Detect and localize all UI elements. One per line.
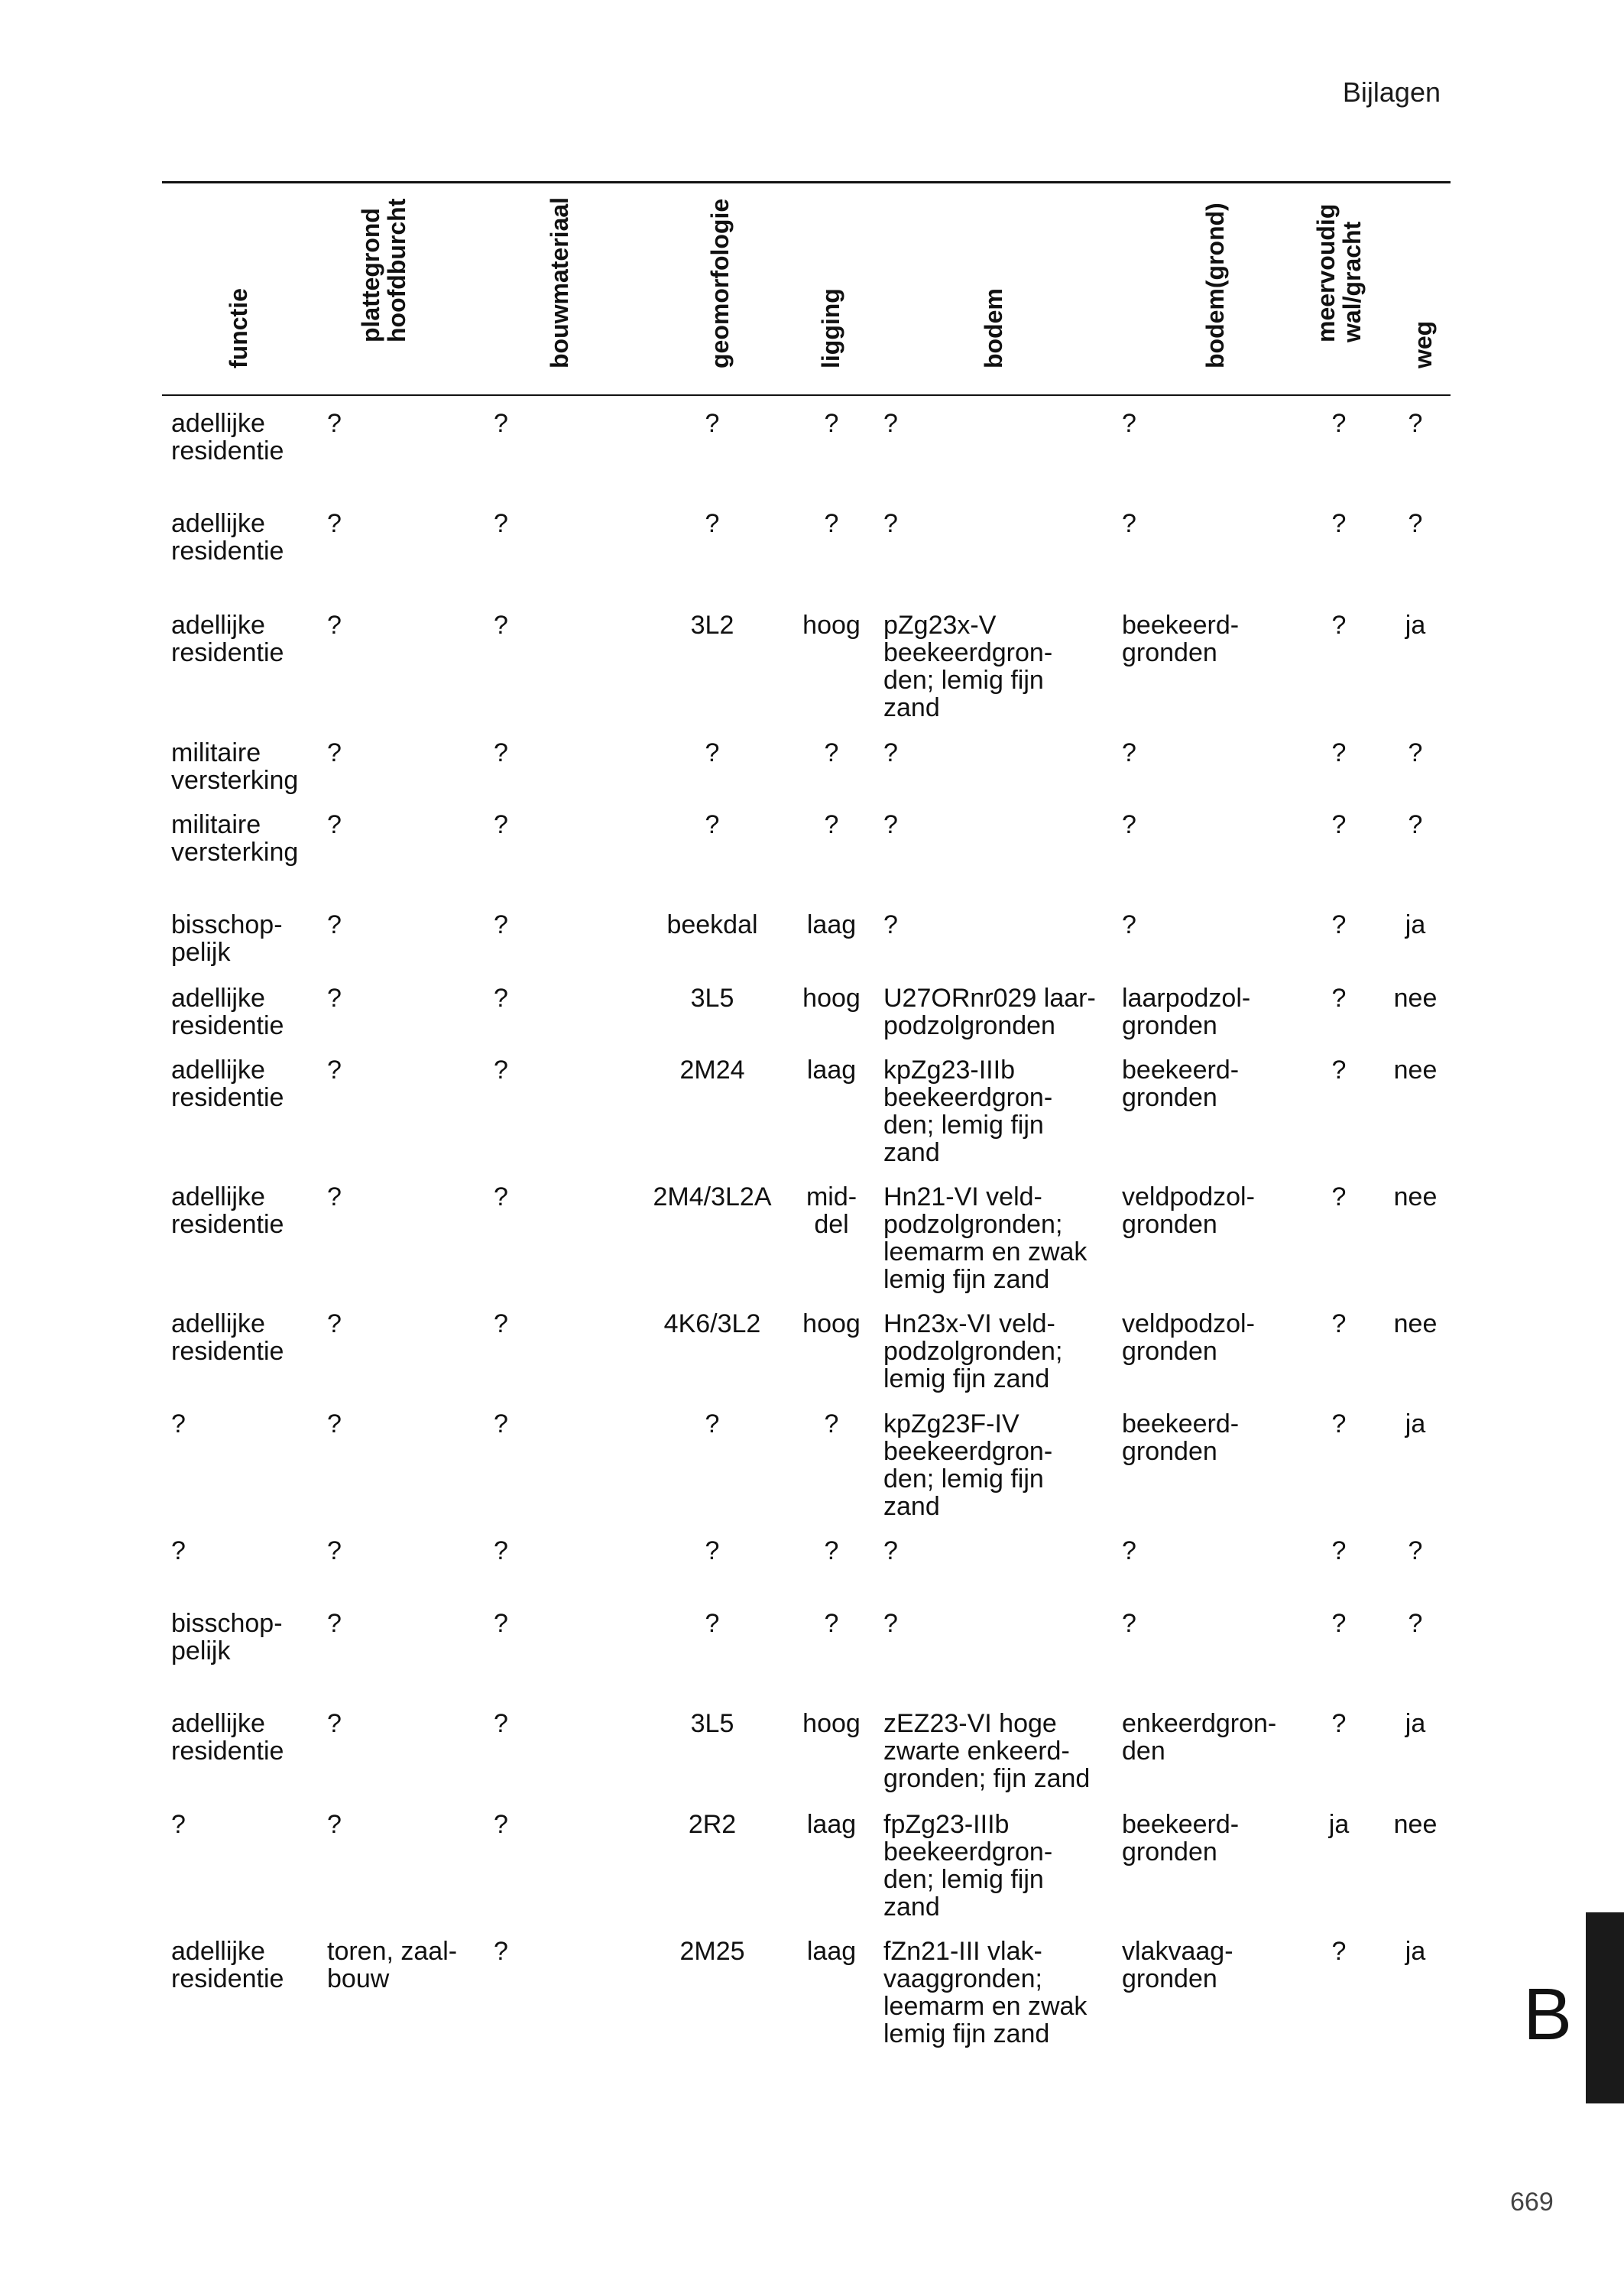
cell-plattegrond: ? (327, 1810, 342, 1839)
cell-bodem: ? (883, 810, 898, 839)
cell-geomorfologie: 3L5 (690, 984, 734, 1013)
cell-meervoudig: ? (1331, 611, 1347, 640)
cell-plattegrond: ? (327, 611, 342, 640)
cell-bodem: ? (883, 910, 898, 939)
column-header-label: bodem (980, 288, 1007, 368)
cell-geomorfologie: 3L2 (690, 611, 734, 640)
cell-meervoudig: ? (1331, 738, 1347, 767)
cell-bouwmateriaal: ? (494, 1536, 508, 1565)
cell-plattegrond: ? (327, 984, 342, 1013)
cell-bodemgrond: enkeerdgron- den (1122, 1709, 1277, 1766)
cell-bouwmateriaal: ? (494, 611, 508, 640)
cell-weg: nee (1393, 1309, 1438, 1338)
cell-bouwmateriaal: ? (494, 1309, 508, 1338)
cell-geomorfologie: ? (705, 810, 720, 839)
cell-functie: militaire versterking (171, 738, 299, 795)
cell-meervoudig: ? (1331, 1182, 1347, 1211)
cell-weg: ? (1408, 738, 1423, 767)
cell-ligging: laag (806, 1056, 857, 1085)
cell-geomorfologie: 2R2 (688, 1810, 737, 1839)
cell-bouwmateriaal: ? (494, 1709, 508, 1738)
cell-bouwmateriaal: ? (494, 738, 508, 767)
cell-meervoudig: ? (1331, 810, 1347, 839)
column-header-label: functie (225, 288, 252, 368)
cell-functie: bisschop- pelijk (171, 910, 283, 967)
cell-bodemgrond: ? (1122, 409, 1136, 438)
cell-ligging: laag (806, 1937, 857, 1966)
cell-bodem: Hn23x-VI veld- podzolgronden; lemig fijn zand (883, 1309, 1063, 1393)
cell-bodemgrond: beekeerd- gronden (1122, 611, 1240, 667)
cell-weg: nee (1393, 984, 1438, 1013)
cell-plattegrond: ? (327, 1536, 342, 1565)
page-number: 669 (1510, 2188, 1554, 2217)
cell-bodemgrond: ? (1122, 509, 1136, 538)
cell-weg: ja (1405, 1709, 1426, 1738)
cell-bouwmateriaal: ? (494, 984, 508, 1013)
cell-geomorfologie: ? (705, 409, 720, 438)
section-tab-letter: B (1523, 1974, 1573, 2055)
cell-plattegrond: ? (327, 509, 342, 538)
cell-bodemgrond: beekeerd- gronden (1122, 1409, 1240, 1466)
cell-meervoudig: ? (1331, 509, 1347, 538)
cell-bodemgrond: ? (1122, 738, 1136, 767)
cell-functie: adellijke residentie (171, 1182, 284, 1239)
cell-bodemgrond: veldpodzol- gronden (1122, 1182, 1255, 1239)
cell-geomorfologie: 2M4/3L2A (653, 1182, 772, 1211)
cell-meervoudig: ? (1331, 910, 1347, 939)
cell-geomorfologie: ? (705, 1409, 720, 1438)
cell-plattegrond: toren, zaal- bouw (327, 1937, 458, 1993)
cell-geomorfologie: 4K6/3L2 (663, 1309, 761, 1338)
cell-bodem: ? (883, 509, 898, 538)
cell-weg: ? (1408, 1536, 1423, 1565)
cell-functie: adellijke residentie (171, 509, 284, 566)
column-header-label: plattegrond hoofdburcht (357, 198, 410, 342)
column-header-label: weg (1409, 320, 1437, 368)
cell-bodemgrond: ? (1122, 910, 1136, 939)
cell-functie: adellijke residentie (171, 1056, 284, 1112)
cell-geomorfologie: ? (705, 1609, 720, 1638)
cell-functie: bisschop- pelijk (171, 1609, 283, 1665)
cell-ligging: hoog (802, 1709, 861, 1738)
cell-functie: ? (171, 1536, 186, 1565)
cell-meervoudig: ? (1331, 1409, 1347, 1438)
cell-geomorfologie: ? (705, 509, 720, 538)
cell-bodemgrond: ? (1122, 1536, 1136, 1565)
cell-plattegrond: ? (327, 1709, 342, 1738)
cell-ligging: laag (806, 910, 857, 939)
column-header-label: bodem(grond) (1201, 203, 1229, 368)
cell-bouwmateriaal: ? (494, 1182, 508, 1211)
cell-weg: ja (1405, 1409, 1426, 1438)
running-head: Bijlagen (1342, 76, 1441, 108)
cell-bodem: zEZ23-VI hoge zwarte enkeerd- gronden; fijn zand (883, 1709, 1091, 1793)
cell-plattegrond: ? (327, 1056, 342, 1085)
cell-weg: ? (1408, 509, 1423, 538)
cell-bodem: ? (883, 1609, 898, 1638)
cell-ligging: hoog (802, 611, 861, 640)
cell-bodemgrond: laarpodzol- gronden (1122, 984, 1251, 1040)
cell-ligging: laag (806, 1810, 857, 1839)
cell-meervoudig: ? (1331, 1056, 1347, 1085)
column-header-label: meervoudig wal/gracht (1312, 203, 1366, 342)
cell-weg: nee (1393, 1810, 1438, 1839)
cell-bodem: Hn21-VI veld- podzolgronden; leemarm en zwak lemig fijn zand (883, 1182, 1088, 1294)
cell-bodemgrond: beekeerd- gronden (1122, 1810, 1240, 1867)
cell-functie: adellijke residentie (171, 984, 284, 1040)
cell-geomorfologie: 2M24 (679, 1056, 745, 1085)
cell-bouwmateriaal: ? (494, 1409, 508, 1438)
cell-ligging: ? (824, 509, 839, 538)
column-header-label: ligging (817, 288, 844, 368)
cell-weg: ? (1408, 409, 1423, 438)
cell-meervoudig: ? (1331, 1937, 1347, 1966)
cell-functie: adellijke residentie (171, 1309, 284, 1366)
cell-weg: nee (1393, 1056, 1438, 1085)
cell-weg: ja (1405, 1937, 1426, 1966)
cell-bouwmateriaal: ? (494, 1937, 508, 1966)
cell-bodem: kpZg23-IIIb beekeerdgron- den; lemig fijn zand (883, 1056, 1053, 1167)
cell-bodem: fpZg23-IIIb beekeerdgron- den; lemig fijn zand (883, 1810, 1053, 1922)
cell-plattegrond: ? (327, 910, 342, 939)
cell-weg: ? (1408, 810, 1423, 839)
cell-functie: adellijke residentie (171, 1937, 284, 1993)
cell-plattegrond: ? (327, 810, 342, 839)
cell-ligging: mid- del (806, 1182, 857, 1239)
cell-bodemgrond: ? (1122, 810, 1136, 839)
cell-ligging: ? (824, 810, 839, 839)
cell-functie: militaire versterking (171, 810, 299, 867)
cell-functie: ? (171, 1409, 186, 1438)
cell-plattegrond: ? (327, 738, 342, 767)
cell-bodem: pZg23x-V beekeerdgron- den; lemig fijn zand (883, 611, 1053, 722)
cell-bouwmateriaal: ? (494, 409, 508, 438)
column-header-label: bouwmateriaal (546, 196, 573, 368)
cell-meervoudig: ? (1331, 1309, 1347, 1338)
cell-bodem: kpZg23F-IV beekeerdgron- den; lemig fijn zand (883, 1409, 1053, 1521)
cell-bodemgrond: vlakvaag- gronden (1122, 1937, 1233, 1993)
cell-plattegrond: ? (327, 1609, 342, 1638)
cell-ligging: ? (824, 1409, 839, 1438)
table-header-rule (162, 394, 1451, 396)
cell-geomorfologie: 2M25 (679, 1937, 745, 1966)
table-header (162, 183, 1451, 394)
cell-meervoudig: ? (1331, 409, 1347, 438)
cell-weg: ? (1408, 1609, 1423, 1638)
cell-weg: ja (1405, 611, 1426, 640)
data-table (162, 181, 1451, 2048)
cell-ligging: ? (824, 1536, 839, 1565)
cell-plattegrond: ? (327, 409, 342, 438)
section-tab (1586, 1912, 1624, 2103)
cell-bodemgrond: veldpodzol- gronden (1122, 1309, 1255, 1366)
cell-meervoudig: ja (1328, 1810, 1350, 1839)
cell-bouwmateriaal: ? (494, 810, 508, 839)
cell-ligging: ? (824, 409, 839, 438)
cell-geomorfologie: ? (705, 1536, 720, 1565)
cell-bodem: fZn21-III vlak- vaaggronden; leemarm en zwak lemig fijn zand (883, 1937, 1088, 2048)
cell-geomorfologie: beekdal (666, 910, 758, 939)
cell-bouwmateriaal: ? (494, 1609, 508, 1638)
cell-meervoudig: ? (1331, 1609, 1347, 1638)
cell-functie: ? (171, 1810, 186, 1839)
cell-geomorfologie: ? (705, 738, 720, 767)
cell-meervoudig: ? (1331, 984, 1347, 1013)
cell-bouwmateriaal: ? (494, 910, 508, 939)
cell-bodemgrond: ? (1122, 1609, 1136, 1638)
cell-ligging: ? (824, 738, 839, 767)
cell-bodem: U27ORnr029 laar- podzolgronden (883, 984, 1096, 1040)
cell-weg: ja (1405, 910, 1426, 939)
cell-bouwmateriaal: ? (494, 509, 508, 538)
cell-meervoudig: ? (1331, 1709, 1347, 1738)
cell-weg: nee (1393, 1182, 1438, 1211)
cell-bouwmateriaal: ? (494, 1810, 508, 1839)
cell-plattegrond: ? (327, 1309, 342, 1338)
cell-ligging: hoog (802, 1309, 861, 1338)
cell-plattegrond: ? (327, 1409, 342, 1438)
cell-geomorfologie: 3L5 (690, 1709, 734, 1738)
cell-ligging: hoog (802, 984, 861, 1013)
cell-functie: adellijke residentie (171, 611, 284, 667)
cell-bodem: ? (883, 738, 898, 767)
cell-meervoudig: ? (1331, 1536, 1347, 1565)
cell-bodem: ? (883, 409, 898, 438)
column-header-label: geomorfologie (706, 198, 734, 368)
cell-functie: adellijke residentie (171, 1709, 284, 1766)
cell-bodemgrond: beekeerd- gronden (1122, 1056, 1240, 1112)
cell-bodem: ? (883, 1536, 898, 1565)
cell-plattegrond: ? (327, 1182, 342, 1211)
cell-bouwmateriaal: ? (494, 1056, 508, 1085)
cell-functie: adellijke residentie (171, 409, 284, 465)
cell-ligging: ? (824, 1609, 839, 1638)
